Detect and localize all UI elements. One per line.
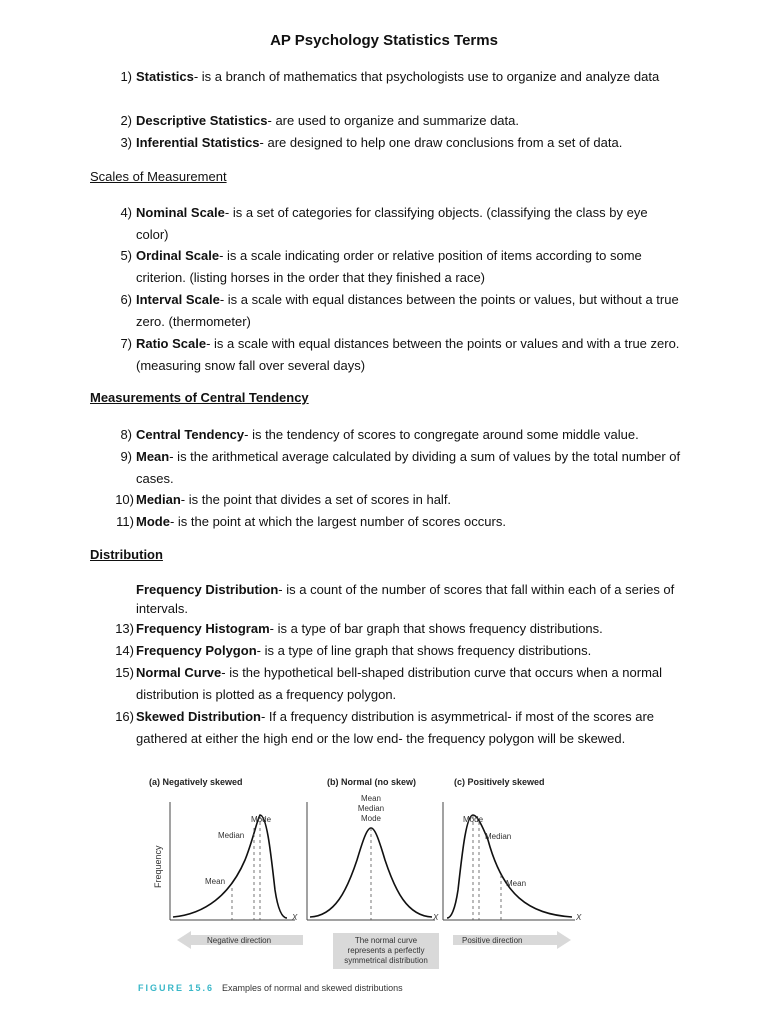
panel-c-x: X xyxy=(576,913,582,922)
term: Descriptive Statistics xyxy=(136,113,268,128)
list-item xyxy=(115,662,681,705)
definition: - is a set of categories for classifying objects. (classifying the class by eye color) xyxy=(136,205,648,242)
panel-a-title: (a) Negatively skewed xyxy=(149,777,243,787)
list-item xyxy=(120,132,681,154)
normal-curve-note-3: symmetrical distribution xyxy=(344,956,428,965)
term: Normal Curve xyxy=(136,665,222,680)
normal-curve-note-2: represents a perfectly xyxy=(347,946,425,955)
item-number: 5) xyxy=(120,248,132,263)
definition: - are used to organize and summarize data. xyxy=(267,113,519,128)
definition: - is a type of bar graph that shows frequency distributions. xyxy=(269,621,603,636)
term: Inferential Statistics xyxy=(136,135,260,150)
definition: - is a scale with equal distances between the points or values and with a true zero. (measuring snow fall over several days) xyxy=(136,336,680,373)
definition: - is the arithmetical average calculated by dividing a sum of values by the total number of cases. xyxy=(136,449,681,486)
panel-c-curve xyxy=(447,815,572,918)
term: Statistics xyxy=(136,69,194,84)
panel-c-mean: Mean xyxy=(506,879,527,888)
term: Frequency Distribution xyxy=(136,582,279,597)
item-number: 8) xyxy=(120,427,132,442)
list-item xyxy=(115,640,681,662)
definition: - is a count of the number of scores that fall within each of a series of intervals. xyxy=(136,582,675,616)
section-heading-central: Measurements of Central Tendency xyxy=(90,390,309,405)
item-number: 11) xyxy=(116,514,134,529)
term: Ordinal Scale xyxy=(136,248,220,263)
term: Interval Scale xyxy=(136,292,220,307)
negative-direction-label: Negative direction xyxy=(207,936,272,945)
item-number: 13) xyxy=(115,621,134,636)
term: Ratio Scale xyxy=(136,336,207,351)
item-number: 15) xyxy=(115,665,134,680)
definition: - is a branch of mathematics that psychologists use to organize and analyze data xyxy=(193,69,660,84)
item-number: 14) xyxy=(115,643,134,658)
definition: - is a scale indicating order or relative position of items according to some criterion. (listing horses in the order that they finished a race) xyxy=(136,248,642,285)
panel-a-median: Median xyxy=(218,831,245,840)
normal-curve-note-1: The normal curve xyxy=(354,936,418,945)
item-number: 3) xyxy=(120,135,132,150)
term: Mean xyxy=(136,449,170,464)
definition: - is the tendency of scores to congregate around some middle value. xyxy=(244,427,639,442)
term: Frequency Histogram xyxy=(136,621,270,636)
panel-c-mode: Mode xyxy=(463,815,484,824)
definition: - is the point at which the largest number of scores occurs. xyxy=(169,514,506,529)
item-number: 1) xyxy=(120,69,132,84)
item-number: 6) xyxy=(120,292,132,307)
term: Mode xyxy=(136,514,170,529)
list-item xyxy=(136,580,681,618)
section-heading-scales: Scales of Measurement xyxy=(90,169,227,184)
list-item xyxy=(115,618,681,640)
positive-direction-label: Positive direction xyxy=(462,936,523,945)
definition: - are designed to help one draw conclusions from a set of data. xyxy=(259,135,623,150)
definition: - is a scale with equal distances between the points or values, but without a true zero. (thermometer) xyxy=(136,292,679,329)
list-item xyxy=(120,333,681,376)
term: Median xyxy=(136,492,181,507)
panel-a-mode: Mode xyxy=(251,815,272,824)
panel-c-title: (c) Positively skewed xyxy=(454,777,545,787)
list-item xyxy=(120,245,681,288)
panel-a-axes xyxy=(170,802,295,920)
term: Frequency Polygon xyxy=(136,643,257,658)
list-item xyxy=(120,446,681,489)
term: Nominal Scale xyxy=(136,205,225,220)
list-item xyxy=(115,489,681,511)
definition: - If a frequency distribution is asymmetrical- if most of the scores are gathered at either the high end or the low end- the frequency polygon will be skewed. xyxy=(136,709,654,746)
panel-c-median: Median xyxy=(485,832,512,841)
list-item xyxy=(120,289,681,332)
term: Central Tendency xyxy=(136,427,245,442)
panel-b-x: X xyxy=(433,913,439,922)
panel-a-x: X xyxy=(292,913,298,922)
definition: - is the hypothetical bell-shaped distribution curve that occurs when a normal distribution is plotted as a frequency polygon. xyxy=(136,665,663,702)
section-heading-distribution: Distribution xyxy=(90,547,163,562)
definition: - is a type of line graph that shows frequency distributions. xyxy=(256,643,592,658)
list-item xyxy=(116,511,681,533)
definition: - is the point that divides a set of scores in half. xyxy=(180,492,452,507)
item-number: 9) xyxy=(120,449,132,464)
distribution-figure xyxy=(135,770,595,1000)
panel-b-title: (b) Normal (no skew) xyxy=(327,777,417,787)
item-number: 2) xyxy=(120,113,132,128)
term: Skewed Distribution xyxy=(136,709,261,724)
item-number: 4) xyxy=(120,205,132,220)
list-item xyxy=(115,706,681,749)
panel-b-median: Median xyxy=(357,804,385,813)
panel-a-mean: Mean xyxy=(205,877,226,886)
item-number: 7) xyxy=(120,336,132,351)
list-item xyxy=(120,110,681,132)
panel-b-mean: Mean xyxy=(360,794,382,803)
page-title: AP Psychology Statistics Terms xyxy=(270,32,498,49)
figure-caption-text: Examples of normal and skewed distributions xyxy=(222,983,403,993)
list-item xyxy=(120,424,681,446)
y-axis-label: Frequency xyxy=(153,845,163,888)
item-number: 10) xyxy=(115,492,134,507)
list-item xyxy=(120,202,681,245)
panel-b-mode: Mode xyxy=(360,814,382,823)
figure-caption xyxy=(138,983,403,993)
item-number: 16) xyxy=(115,709,134,724)
list-item xyxy=(120,66,681,88)
figure-caption-label: FIGURE 15.6 xyxy=(138,983,215,993)
